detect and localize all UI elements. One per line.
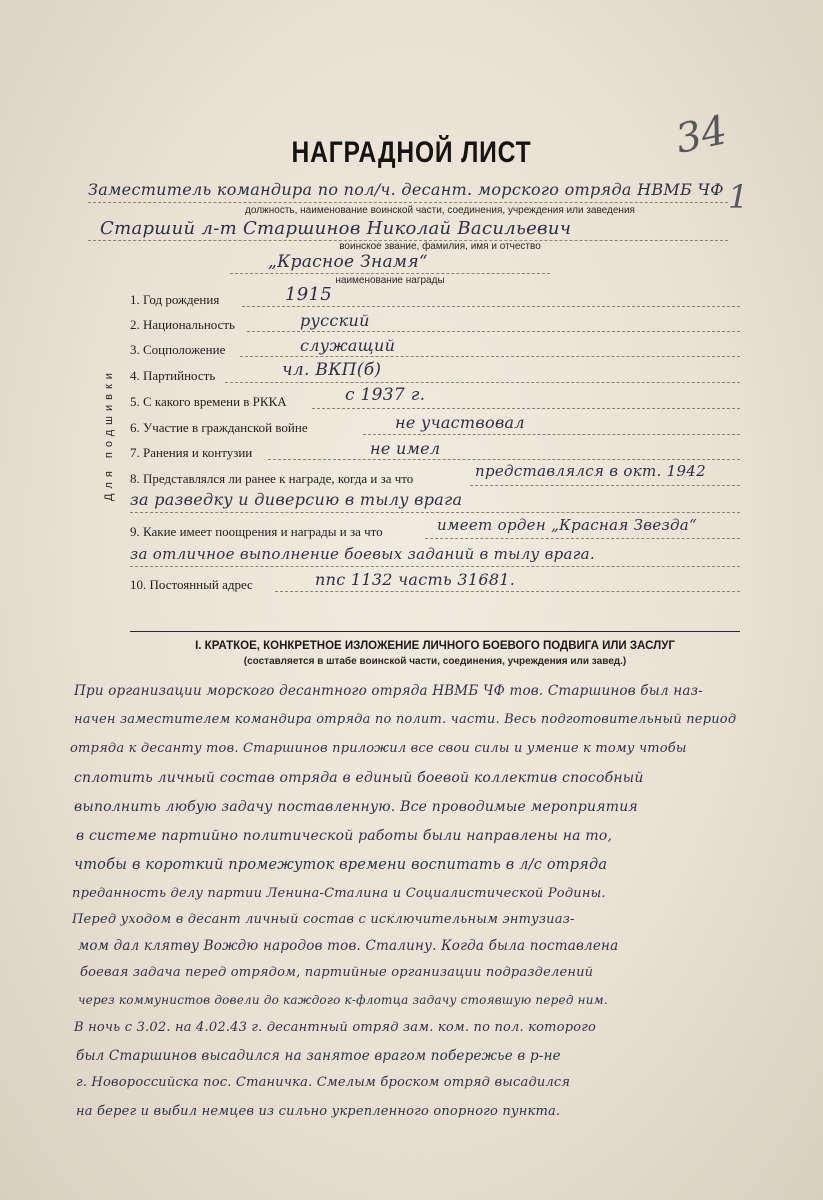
- narrative-line: в системе партийно политической работы были направлены на то,: [76, 828, 613, 844]
- narrative-line: г. Новороссийска пос. Станичка. Смелым броском отряд высадился: [76, 1075, 571, 1090]
- narrative-line: сплотить личный состав отряда в единый боевой коллектив способный: [74, 770, 644, 786]
- narrative-line: начен заместителем командира отряда по полит. части. Весь подготовительный период: [74, 712, 737, 727]
- narrative-line: боевая задача перед отрядом, партийные организации подразделений: [80, 965, 594, 980]
- item-value: русский: [300, 311, 370, 330]
- item-underline: [268, 459, 740, 460]
- item-underline: [242, 306, 740, 307]
- item-value: служащий: [300, 336, 396, 355]
- section-title: I. КРАТКОЕ, КОНКРЕТНОЕ ИЗЛОЖЕНИЕ ЛИЧНОГО БОЕВОГО ПОДВИГА ИЛИ ЗАСЛУГ: [195, 640, 675, 652]
- item-value: с 1937 г.: [345, 385, 426, 405]
- corner-mark-side: 1: [728, 178, 749, 216]
- item-label: 6. Участие в гражданской войне: [130, 420, 308, 435]
- item-label: 10. Постоянный адрес: [130, 577, 253, 592]
- item-label: 9. Какие имеет поощрения и награды и за что: [130, 524, 383, 539]
- item-label: 7. Ранения и контузии: [130, 445, 253, 460]
- item-label: 1. Год рождения: [130, 292, 220, 307]
- item-value: представлялся в окт. 1942: [475, 462, 706, 480]
- item-underline-2: [130, 512, 740, 513]
- document-title: НАГРАДНОЙ ЛИСТ: [291, 136, 532, 169]
- narrative-line: через коммунистов довели до каждого к-флотца задачу стоявшую перед ним.: [78, 993, 608, 1007]
- item-value: ппс 1132 часть 31681.: [315, 570, 516, 589]
- item-label: 5. С какого времени в РККА: [130, 394, 287, 409]
- rank-name-caption: воинское звание, фамилия, имя и отчество: [339, 241, 541, 252]
- section-rule: [130, 631, 740, 632]
- narrative-line: При организации морского десантного отряда НВМБ ЧФ тов. Старшинов был наз-: [74, 683, 703, 699]
- narrative-line: Перед уходом в десант личный состав с исключительным энтузиаз-: [72, 912, 575, 927]
- narrative-line: отряда к десанту тов. Старшинов приложил все свои силы и умение к тому чтобы: [70, 741, 687, 756]
- award-name-caption: наименование награды: [335, 275, 445, 286]
- narrative-line: на берег и выбил немцев из сильно укрепленного опорного пункта.: [76, 1104, 561, 1119]
- item-underline: [275, 591, 740, 592]
- item-value: не имел: [370, 439, 441, 458]
- rank-name-value: Старший л-т Старшинов Николай Васильевич: [100, 218, 572, 239]
- item-underline: [363, 434, 740, 435]
- item-underline: [225, 382, 740, 383]
- item-label: 3. Соцположение: [130, 342, 226, 357]
- item-value: не участвовал: [395, 413, 525, 432]
- item-label: 2. Национальность: [130, 317, 235, 332]
- item-value: 1915: [285, 284, 333, 305]
- item-underline-2: [130, 566, 740, 567]
- narrative-line: выполнить любую задачу поставленную. Все проводимые мероприятия: [74, 799, 638, 815]
- section-subtitle: (составляется в штабе воинской части, соединения, учреждения или завед.): [243, 656, 627, 667]
- narrative-line: был Старшинов высадился на занятое врагом побережье в р-не: [76, 1048, 561, 1064]
- narrative-line: преданность делу партии Ленина-Сталина и Социалистической Родины.: [72, 886, 606, 901]
- item-underline: [247, 331, 740, 332]
- narrative-line: мом дал клятву Вождю народов тов. Сталину. Когда была поставлена: [78, 938, 619, 954]
- item-value: чл. ВКП(б): [282, 360, 382, 380]
- item-underline: [240, 356, 740, 357]
- item-label: 4. Партийность: [130, 368, 216, 383]
- narrative-line: В ночь с 3.02. на 4.02.43 г. десантный отряд зам. ком. по пол. которого: [74, 1020, 597, 1035]
- item-continuation: за разведку и диверсию в тылу врага: [130, 490, 463, 509]
- item-underline: [425, 538, 740, 539]
- item-underline: [470, 485, 740, 486]
- item-underline: [312, 408, 740, 409]
- item-value: имеет орден „Красная Звезда“: [437, 516, 698, 534]
- award-name-underline: [230, 273, 550, 274]
- position-underline: [88, 202, 728, 203]
- item-label: 8. Представлялся ли ранее к награде, когда и за что: [130, 471, 414, 486]
- position-value: Заместитель командира по пол/ч. десант. морского отряда НВМБ ЧФ: [88, 180, 724, 199]
- position-caption: должность, наименование воинской части, соединения, учреждения или заведения: [245, 205, 635, 216]
- item-continuation: за отличное выполнение боевых заданий в тылу врага.: [130, 545, 595, 563]
- binding-margin-label: Для подшивки: [103, 368, 115, 502]
- corner-mark-top: 34: [671, 107, 732, 163]
- award-name-value: „Красное Знамя“: [268, 252, 428, 272]
- narrative-line: чтобы в короткий промежуток времени воспитать в л/с отряда: [74, 857, 608, 873]
